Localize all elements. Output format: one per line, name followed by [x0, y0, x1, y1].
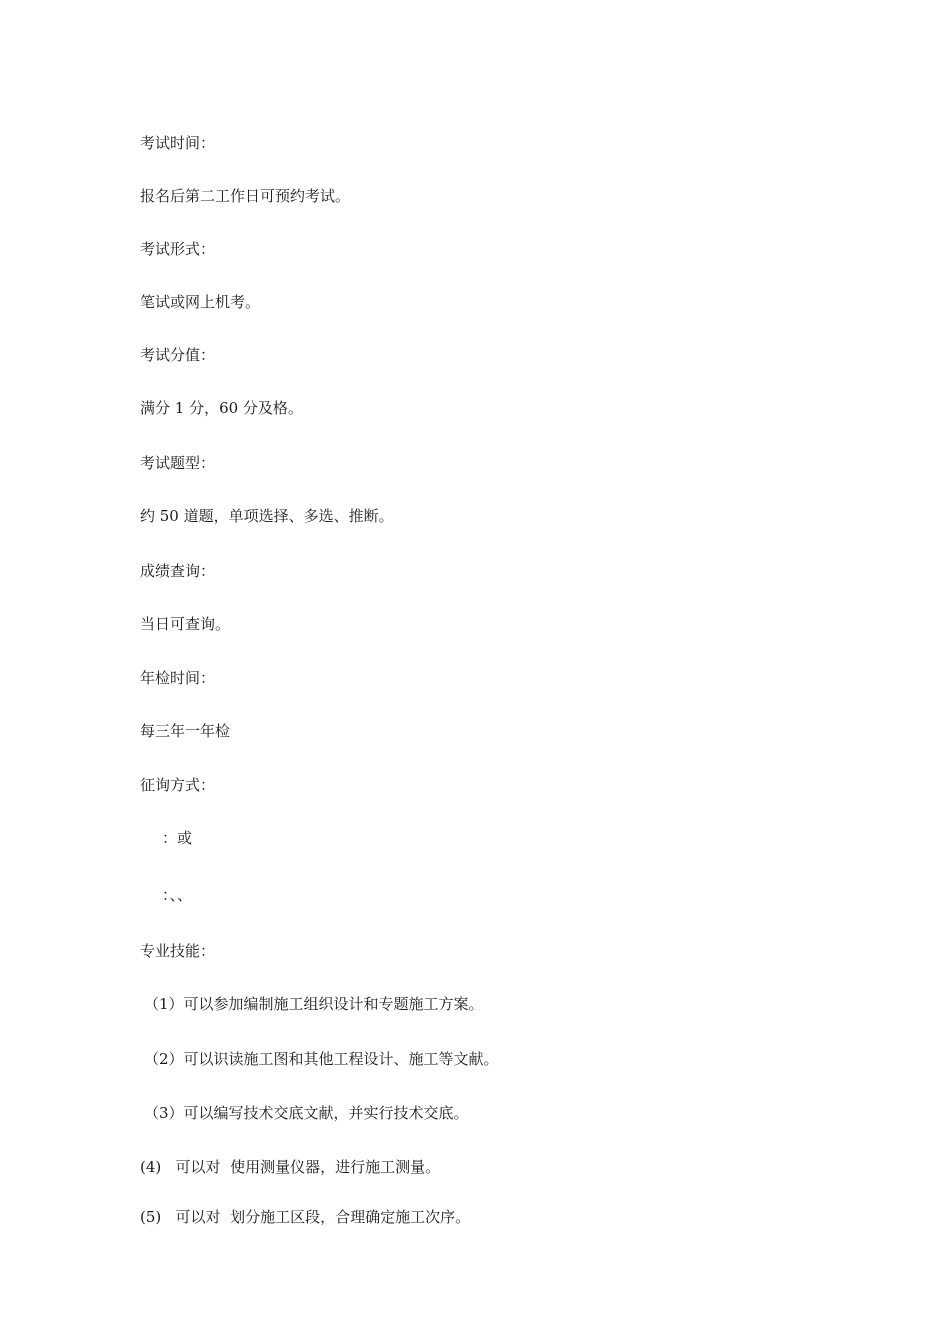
exam-time-heading: 考试时间： [140, 134, 216, 152]
result-query-text: 当日可查询。 [140, 615, 231, 633]
exam-format-heading: 考试形式： [140, 240, 216, 258]
skill-item-3: （3）可以编写技术交底文献，并实行技术交底。 [144, 1104, 469, 1122]
skill-item-2: （2）可以识读施工图和其他工程设计、施工等文献。 [144, 1050, 499, 1068]
exam-format-text: 笔试或网上机考。 [140, 293, 261, 311]
exam-time-text: 报名后第二工作日可预约考试。 [140, 187, 351, 205]
exam-type-heading: 考试题型： [140, 454, 216, 472]
skill-item-1: （1）可以参加编制施工组织设计和专题施工方案。 [144, 995, 484, 1013]
annual-check-text: 每三年一年检 [140, 722, 231, 740]
exam-score-text: 满分 1 分，60 分及格。 [140, 399, 303, 417]
exam-type-text: 约 50 道题，单项选择、多选、推断。 [140, 507, 394, 525]
skill-item-4: (4) 可以对 使用测量仪器，进行施工测量。 [140, 1158, 441, 1176]
annual-check-heading: 年检时间： [140, 669, 216, 687]
exam-score-heading: 考试分值： [140, 346, 216, 364]
inquiry-line-2: ：、、 [162, 886, 193, 904]
result-query-heading: 成绩查询： [140, 562, 216, 580]
skills-heading: 专业技能： [140, 942, 216, 960]
skill-item-5: (5) 可以对 划分施工区段，合理确定施工次序。 [140, 1208, 471, 1226]
inquiry-line-1: ：或 [162, 829, 193, 847]
inquiry-heading: 征询方式： [140, 776, 216, 794]
